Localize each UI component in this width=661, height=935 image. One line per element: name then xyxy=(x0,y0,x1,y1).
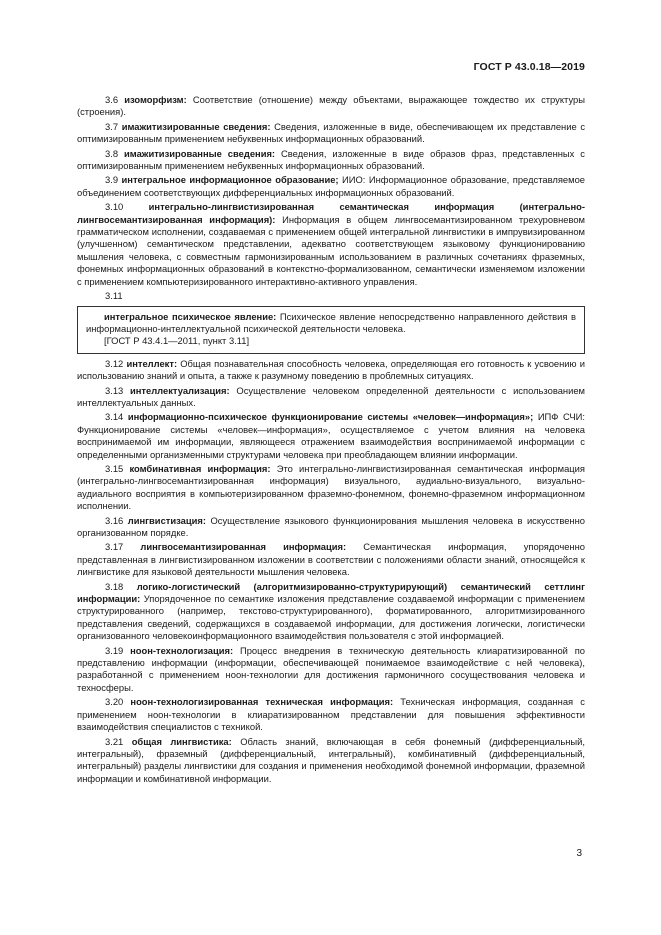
definition: Техническая информация, созданная с применением ноон-технологии в клиаратизированном представлении для повышения эффективности взаимодействия специалистов с техникой. xyxy=(77,696,585,733)
definition-entry xyxy=(77,358,585,383)
entry-number-3-11: 3.11 xyxy=(105,290,123,302)
term: лингвистизация: xyxy=(127,514,206,526)
term: интегральное информационное образование; xyxy=(121,174,339,186)
definition: Сведения, изложенные в виде, обеспечивающем их представление с оптимизированным применением небуквенных информационных образований. xyxy=(77,120,586,145)
entry-number: 3.7 xyxy=(105,120,119,132)
term: комбинативная информация: xyxy=(129,462,271,474)
definition: Сведения, изложенные в виде образов фраз, представленных с оптимизированным применением небуквенных информационных образований. xyxy=(77,147,585,172)
definition-entry xyxy=(77,541,585,578)
definition-entry xyxy=(77,174,585,199)
definition: Психическое явление непосредственно направленного действия в информационно-интеллектуальной психической деятельности человека. xyxy=(86,310,576,334)
definition: Осуществление языкового функционирования мышления человека в искусственно организованном порядке. xyxy=(77,514,585,538)
entry-number: 3.15 xyxy=(105,462,124,474)
definition: Это интегрально-лингвистизированная семантическая информация (интегрально-лингвосемантизированная информация) визуального, аудиально-визуального, визуально-аудиального восприятия в компьютеризированном фраземно-фонемном, фонемно-фраземном информационном исполнении. xyxy=(77,462,585,512)
definition: Соответствие (отношение) между объектами, выражающее тождество их структуры (строения). xyxy=(77,94,585,118)
definition-entry xyxy=(77,696,585,733)
entry-number: 3.18 xyxy=(105,580,124,592)
entry-number: 3.9 xyxy=(105,174,119,186)
entry-number: 3.16 xyxy=(105,514,124,526)
definition: Упорядоченное по семантике изложения представление создаваемой информации с применением структурированного (например, текстово-структурированного), форматированного, алгоритмизированного представления сведений, содержащихся в создаваемой информации, для достижения логически, логистически организованного человекоинформационного взаимодействия пользователя с этой информацией. xyxy=(77,593,585,642)
entry-number: 3.12 xyxy=(105,357,124,369)
entry-number: 3.14 xyxy=(105,411,124,423)
definitions-list-b xyxy=(77,358,585,785)
definitions-list-a xyxy=(77,94,585,288)
term: лингвосемантизированная информация: xyxy=(140,541,347,553)
entry-number: 3.20 xyxy=(105,696,124,708)
definition: Информация в общем лингвосемантизированном трехуровневом грамматическом исполнении, создаваемая с применением общей интегральной лингвистики в импрувизированном (улучшенном) семантическом представлении, адекватно соответствующем языковому функционированию мышления человека, с совместным гармонизированным использованием в различных сочетаниях фраземных, фонемных информационных образований в контекстно-формализованном, семантически изменяемом изложении с применением компьютеризированного интерактивно-активного управления. xyxy=(77,213,585,287)
definition: Осуществление человеком определенной деятельности с использованием интеллектуальных данных. xyxy=(77,384,585,408)
term: интеллектуализация: xyxy=(130,384,230,396)
entry-number: 3.19 xyxy=(105,644,124,656)
entry-number: 3.10 xyxy=(105,201,124,213)
definition: Общая познавательная способность человека, определяющая его готовность к усвоению и использованию знаний и опыта, а также к разумному поведению в проблемных ситуациях. xyxy=(77,357,585,382)
term: ноон-технологизация: xyxy=(130,644,234,656)
definition: ИПФ СЧИ: Функционирование системы «человек—информация», осуществляемое с учетом влияния на человека воспринимаемой им информации, являющееся отражением взаимодействия воспринимаемой информации с определенными организменными структурами человека при преобладающем влиянии информации. xyxy=(77,411,586,460)
entry-number: 3.21 xyxy=(105,735,124,747)
definition-entry xyxy=(77,411,585,461)
term: интегральное психическое явление: xyxy=(104,310,277,322)
term: ноон-технологизированная техническая информация: xyxy=(130,696,394,708)
definition: Семантическая информация, упорядоченно представленная в лингвистизированном изложении в соответствии с положениями области знаний, относящейся к лингвистике для языковой деятельности мышления человека. xyxy=(77,541,585,578)
term: имажитизированные сведения: xyxy=(121,120,271,132)
definition-entry xyxy=(77,201,585,288)
quoted-definition-box xyxy=(77,306,585,354)
definition-entry xyxy=(77,121,585,146)
term: информационно-психическое функционирование системы «человек—информация»; xyxy=(127,411,534,423)
term: интеллект: xyxy=(126,357,178,369)
term: логико-логистический (алгоритмизированно-структурирующий) семантический сеттлинг информации: xyxy=(77,580,585,605)
definition: ИИО: Информационное образование, представляемое объединением соответствующих дифференциальных информационных образований. xyxy=(77,174,586,198)
definition: Процесс внедрения в техническую деятельность клиаратизированной по представлению информации (информации, обеспечивающей понимаемое взаимодействие с ней человека), разработанной с применением ноон-технологии для достижения гармоничного сосуществования человека и техносферы. xyxy=(77,644,586,693)
term: интегрально-лингвистизированная семантическая информация (интегрально-лингвосемантизированная информация): xyxy=(77,201,585,225)
standard-code-header: ГОСТ Р 43.0.18—2019 xyxy=(473,61,585,73)
definition-entry xyxy=(77,515,585,540)
definition-entry xyxy=(77,581,585,643)
entry-number: 3.8 xyxy=(105,147,119,159)
definition-entry xyxy=(77,736,585,786)
page-number: 3 xyxy=(576,848,582,859)
entry-number: 3.13 xyxy=(105,384,124,396)
entry-number: 3.17 xyxy=(105,541,124,553)
definition-entry xyxy=(77,463,585,513)
definition-entry xyxy=(77,148,585,173)
document-body xyxy=(77,94,585,787)
definition-entry xyxy=(77,94,585,119)
definition-entry xyxy=(77,645,585,695)
entry-number: 3.6 xyxy=(105,94,119,105)
term: имажитизированные сведения: xyxy=(124,147,276,159)
term: общая лингвистика: xyxy=(131,735,232,747)
definition: Область знаний, включающая в себя фонемный (дифференциальный, интегральный), фраземный (дифференциальный, интегральный), комбинативный (дифференциальный, интегральный) разделы лингвистики для создания и применения необходимой фонемной информации, фраземной информации и комбинативной информации. xyxy=(77,735,586,784)
term: изоморфизм: xyxy=(124,94,187,105)
definition-entry xyxy=(77,385,585,410)
source-reference: [ГОСТ Р 43.4.1—2011, пункт 3.11] xyxy=(104,335,250,347)
